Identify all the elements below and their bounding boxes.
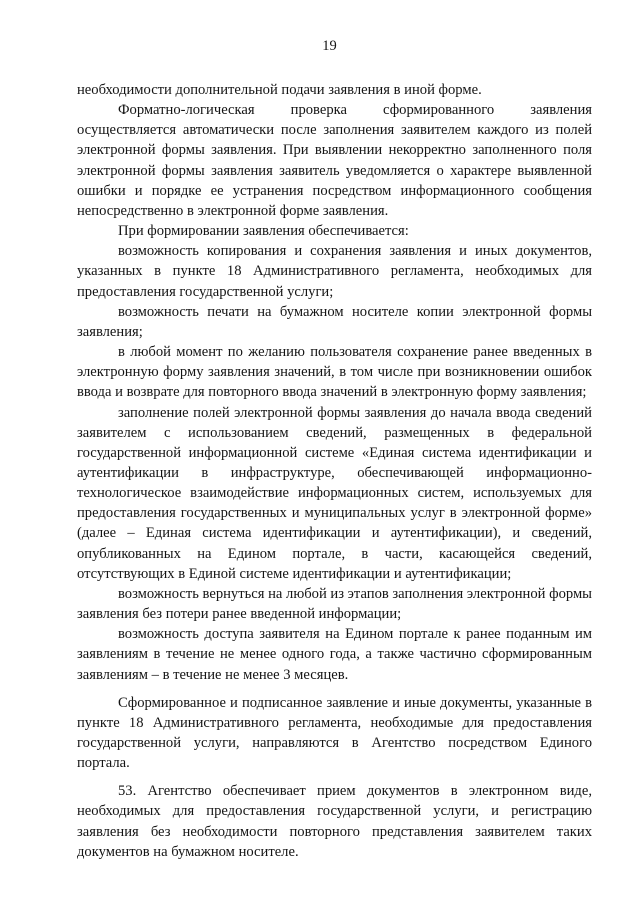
list-item-access-history: возможность доступа заявителя на Едином портале к ранее поданным им заявлениям в течение не менее одного года, а также частично сформированным заявлениям – в течение не менее 3 месяцев. [77,626,592,683]
page-number: 19 [322,38,337,54]
paragraph-clause-53: 53. Агентство обеспечивает прием документов в электронном виде, необходимых для предоставления государственной услуги, и регистрацию заявления без необходимости повторного представления заявителем таких документов на бумажном носителе. [77,783,592,860]
list-item-save-values: в любой момент по желанию пользователя сохранение ранее введенных в электронную форму заявления значений, в том числе при возникновении ошибок ввода и возврате для повторного ввода значений в электронную форму заявления; [77,344,592,401]
paragraph-format-check: Форматно-логическая проверка сформированного заявления осуществляется автоматически после заполнения заявителем каждого из полей электронной формы заявления. При выявлении некорректно заполненного поля электронной формы заявления заявитель уведомляется о характере выявленной ошибки и порядке ее устранения посредством информационного сообщения непосредственно в электронной форме заявления. [77,102,592,219]
document-body [77,80,592,862]
paragraph-submission: Сформированное и подписанное заявление и иные документы, указанные в пункте 18 Административного регламента, необходимые для предоставления государственной услуги, направляются в Агентство посредством Единого портала. [77,694,592,772]
paragraph-formation-intro: При формировании заявления обеспечивается: [118,223,409,240]
list-item-autofill: заполнение полей электронной формы заявления до начала ввода сведений заявителем с использованием сведений, размещенных в федеральной государственной информационной системе «Единая система идентификации и аутентификации в инфраструктуре, обеспечивающей информационно-технологическое взаимодействие информационных систем, используемых для предоставления государственных и муниципальных услуг в электронной форме» (далее – Единая система идентификации и аутентификации), и сведений, опубликованных на Едином портале, в части, касающейся сведений, отсутствующих в Единой системе идентификации и аутентификации; [77,404,592,582]
list-item-return-step: возможность вернуться на любой из этапов заполнения электронной формы заявления без потери ранее введенной информации; [77,585,592,623]
list-item-print: возможность печати на бумажном носителе копии электронной формы заявления; [77,303,592,340]
list-item-copy-save: возможность копирования и сохранения заявления и иных документов, указанных в пункте 18 Административного регламента, необходимых для предоставления государственной услуги; [77,243,592,300]
paragraph-continuation: необходимости дополнительной подачи заявления в иной форме. [77,82,482,98]
